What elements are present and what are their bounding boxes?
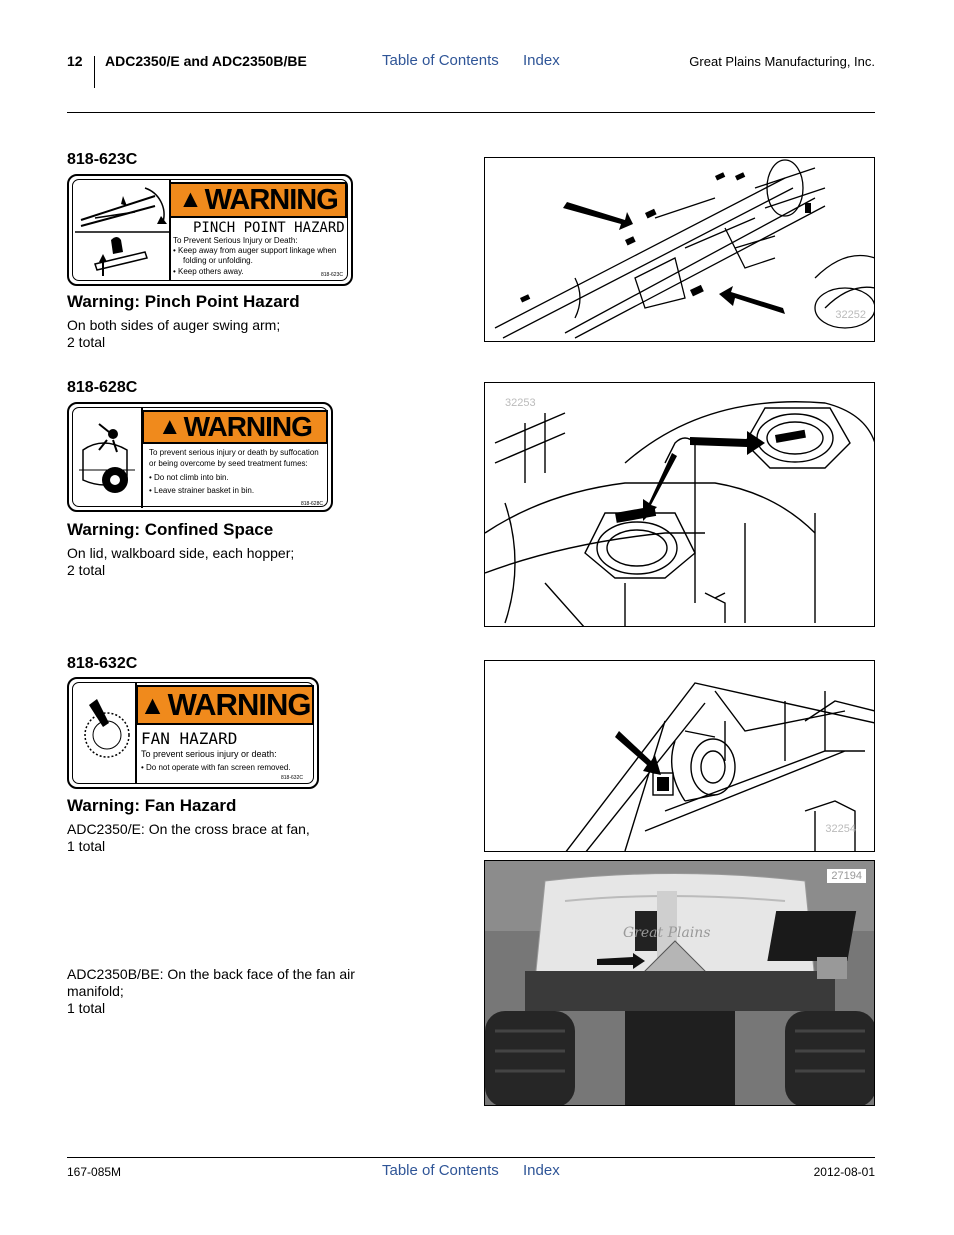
section-text: ADC2350B/BE: On the back face of the fan air [67,966,355,982]
decal-line: folding or unfolding. [183,256,253,265]
decal-code: 818-632C [67,655,138,672]
warning-decal-confined-space [67,402,333,512]
footer-rule [67,1157,875,1158]
decal-line: To prevent serious injury or death: [141,749,277,759]
section-text: 1 total [67,1000,106,1016]
figure-hopper-lids [484,382,875,627]
cart-photo [485,861,875,1106]
warning-banner: ▲ WARNING [142,410,328,444]
warning-banner: ▲ WARNING [136,685,314,725]
decal-line: • Keep away from auger support linkage when [173,246,337,255]
decal-line: • Do not operate with fan screen removed. [141,763,291,772]
decal-part-number: 818-628C [301,501,323,507]
photo-fan-air-manifold [484,860,875,1106]
warning-decal-pinch-point [67,174,353,286]
brand-logo: Great Plains [623,925,711,941]
header-divider [94,56,95,88]
figure-fan-cross-brace [484,660,875,852]
figure-number: 32254 [825,823,856,835]
decal-line: • Keep others away. [173,267,244,276]
section-heading: Warning: Confined Space [67,520,274,539]
warning-triangle-icon: ▲ [178,186,202,213]
section-text: 2 total [67,334,106,350]
section-text: ADC2350/E: On the cross brace at fan, [67,821,310,837]
warning-triangle-icon: ▲ [158,413,181,440]
section-heading: Warning: Fan Hazard [67,796,237,815]
header-toc-link[interactable]: Table of Contents [382,52,499,69]
pinch-point-pictogram [75,182,169,280]
section-text: 1 total [67,838,106,854]
fan-line-drawing [485,661,875,852]
doc-date: 2012-08-01 [813,1165,875,1179]
hazard-title: FAN HAZARD [141,729,238,748]
hopper-line-drawing [485,383,875,627]
decal-part-number: 818-623C [321,272,343,278]
decal-line: • Do not climb into bin. [149,473,229,482]
section-text: 2 total [67,562,106,578]
section-text: On both sides of auger swing arm; [67,317,281,333]
warning-triangle-icon: ▲ [139,689,165,720]
decal-part-number: 818-632C [281,775,303,781]
footer-index-link[interactable]: Index [523,1162,560,1179]
fan-hazard-pictogram [75,685,139,783]
company-name: Great Plains Manufacturing, Inc. [689,54,875,69]
decal-code: 818-628C [67,379,138,396]
photo-number: 27194 [827,869,866,883]
decal-code: 818-623C [67,151,138,168]
warning-decal-fan-hazard [67,677,319,789]
doc-number: 167-085M [67,1165,122,1179]
document-title: ADC2350/E and ADC2350B/BE [105,53,307,69]
confined-space-pictogram [75,410,141,506]
hazard-title: PINCH POINT HAZARD [193,220,345,236]
section-text: manifold; [67,983,124,999]
warning-banner: ▲ WARNING [169,182,347,218]
footer-toc-link[interactable]: Table of Contents [382,1162,499,1179]
page-number: 12 [67,53,83,69]
decal-line: or being overcome by seed treatment fumes: [149,459,308,468]
section-text: On lid, walkboard side, each hopper; [67,545,295,561]
figure-auger-swing-arm [484,157,875,342]
figure-number: 32252 [835,309,866,321]
decal-line: To Prevent Serious Injury or Death: [173,236,298,245]
auger-line-drawing [485,158,875,342]
section-heading: Warning: Pinch Point Hazard [67,292,300,311]
header-rule [67,112,875,113]
figure-number: 32253 [505,397,536,409]
header-index-link[interactable]: Index [523,52,560,69]
decal-line: • Leave strainer basket in bin. [149,486,255,495]
decal-line: To prevent serious injury or death by suffocation [149,448,319,457]
